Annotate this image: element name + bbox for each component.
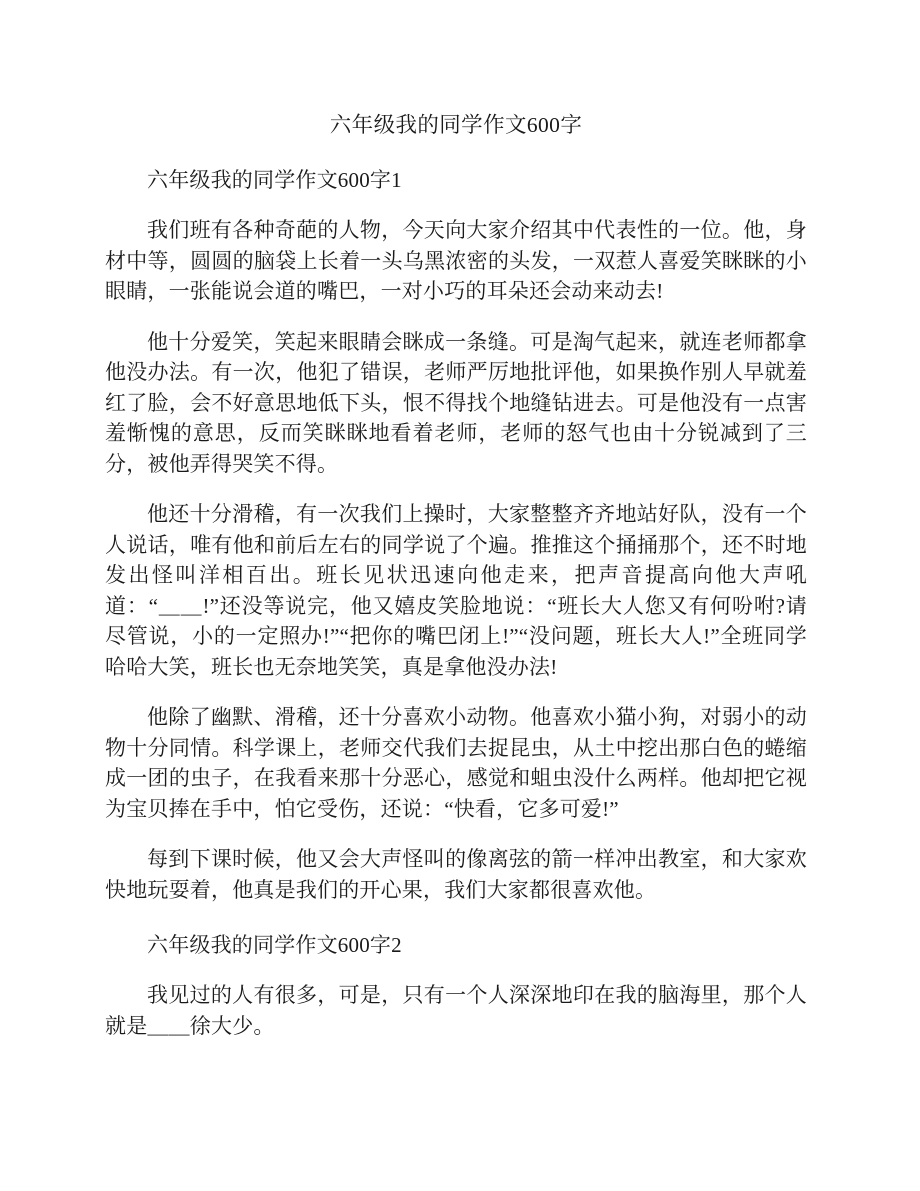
paragraph: 他十分爱笑，笑起来眼睛会眯成一条缝。可是淘气起来，就连老师都拿他没办法。有一次，他犯了错误，老师严厉地批评他，如果换作别人早就羞红了脸，会不好意思地低下头，恨不得找个地缝钻进去。可是他没有一点害羞惭愧的意思，反而笑眯眯地看着老师，老师的怒气也由十分锐减到了三分，被他弄得哭笑不得。 (105, 329, 807, 476)
section-heading-2: 六年级我的同学作文600字2 (147, 933, 402, 957)
section-heading-1: 六年级我的同学作文600字1 (147, 168, 402, 192)
paragraph: 我们班有各种奇葩的人物，今天向大家介绍其中代表性的一位。他，身材中等，圆圆的脑袋上长着一头乌黑浓密的头发，一双惹人喜爱笑眯眯的小眼睛，一张能说会道的嘴巴，一对小巧的耳朵还会动来动去! (105, 218, 807, 303)
page-title: 六年级我的同学作文600字 (329, 113, 583, 137)
paragraph: 他除了幽默、滑稽，还十分喜欢小动物。他喜欢小猫小狗，对弱小的动物十分同情。科学课上，老师交代我们去捉昆虫，从土中挖出那白色的蜷缩成一团的虫子，在我看来那十分恶心，感觉和蛆虫没什么两样。他却把它视为宝贝捧在手中，怕它受伤，还说：“快看，它多可爱!” (105, 705, 807, 821)
paragraph: 他还十分滑稽，有一次我们上操时，大家整整齐齐地站好队，没有一个人说话，唯有他和前后左右的同学说了个遍。推推这个捅捅那个，还不时地发出怪叫洋相百出。班长见状迅速向他走来，把声音提高向他大声吼道：“＿＿!”还没等说完，他又嬉皮笑脸地说：“班长大人您又有何吩咐?请尽管说，小的一定照办!”“把你的嘴巴闭上!”“没问题，班长大人!”全班同学哈哈大笑，班长也无奈地笑笑，真是拿他没办法! (105, 502, 807, 679)
document-content (105, 0, 807, 1041)
paragraph: 我见过的人有很多，可是，只有一个人深深地印在我的脑海里，那个人就是＿＿徐大少。 (105, 983, 807, 1038)
paragraph: 每到下课时候，他又会大声怪叫的像离弦的箭一样冲出教室，和大家欢快地玩耍着，他真是我们的开心果，我们大家都很喜欢他。 (105, 847, 807, 902)
